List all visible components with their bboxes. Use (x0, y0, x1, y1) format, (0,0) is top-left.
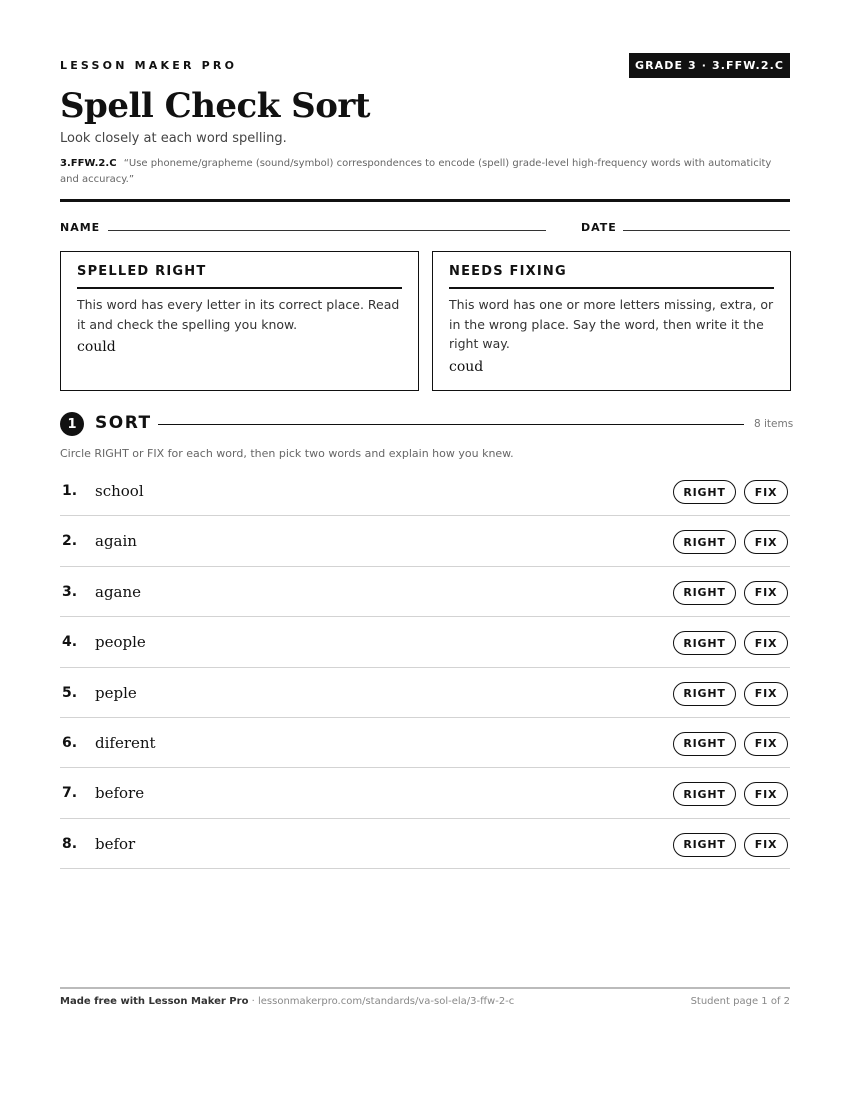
word-list (60, 466, 790, 869)
list-item (60, 567, 790, 617)
spelled-right-title: SPELLED RIGHT (77, 264, 402, 289)
right-choice-button[interactable]: RIGHT (673, 480, 736, 504)
date-field[interactable] (623, 230, 790, 231)
list-item (60, 668, 790, 718)
fix-choice-button[interactable]: FIX (744, 631, 788, 655)
list-item (60, 718, 790, 768)
item-number: 6. (62, 734, 78, 751)
item-word: befor (95, 834, 136, 853)
fix-choice-button[interactable]: FIX (744, 480, 788, 504)
fix-choice-button[interactable]: FIX (744, 833, 788, 857)
item-word: before (95, 784, 145, 803)
item-number: 2. (62, 533, 78, 550)
footer-divider (60, 987, 790, 989)
page-indicator: Student page 1 of 2 (690, 996, 790, 1007)
item-number: 3. (62, 583, 78, 600)
standard-text: “Use phoneme/grapheme (sound/symbol) correspondences to encode (spell) grade-level high-frequency words with automaticity and accuracy.” (60, 158, 772, 185)
needs-fixing-description: This word has one or more letters missing, extra, or in the wrong place. Say the word, then write it the right way. (449, 297, 774, 351)
right-choice-button[interactable]: RIGHT (673, 631, 736, 655)
list-item (60, 516, 790, 566)
list-item (60, 768, 790, 818)
footer-credit (60, 996, 514, 1007)
item-number: 5. (62, 684, 78, 701)
item-number: 8. (62, 835, 78, 852)
item-word: peple (95, 683, 137, 702)
standard-statement (60, 156, 790, 188)
spelled-right-description: This word has every letter in its correct place. Read it and check the spelling you know. (77, 297, 400, 332)
needs-fixing-box (432, 251, 791, 391)
item-word: diferent (95, 733, 156, 752)
spelled-right-box (60, 251, 419, 391)
brand-name: LESSON MAKER PRO (60, 59, 238, 72)
page-subtitle: Look closely at each word spelling. (60, 131, 287, 146)
list-item (60, 466, 790, 516)
list-item (60, 617, 790, 667)
fix-choice-button[interactable]: FIX (744, 732, 788, 756)
list-item (60, 819, 790, 869)
fix-choice-button[interactable]: FIX (744, 530, 788, 554)
header-divider (60, 199, 790, 202)
fix-choice-button[interactable]: FIX (744, 782, 788, 806)
grade-badge: GRADE 3 · 3.FFW.2.C (629, 53, 790, 78)
item-word: agane (95, 582, 142, 601)
fix-choice-button[interactable]: FIX (744, 581, 788, 605)
section-title: SORT (95, 413, 152, 433)
needs-fixing-title: NEEDS FIXING (449, 264, 774, 289)
item-word: again (95, 532, 137, 551)
fix-choice-button[interactable]: FIX (744, 682, 788, 706)
section-divider (158, 424, 744, 425)
footer-url[interactable]: lessonmakerpro.com/standards/va-sol-ela/3-ffw-2-c (257, 996, 515, 1007)
right-choice-button[interactable]: RIGHT (673, 581, 736, 605)
footer-separator: · (248, 996, 258, 1007)
footer-made-with: Made free with Lesson Maker Pro (60, 996, 249, 1007)
right-choice-button[interactable]: RIGHT (673, 782, 736, 806)
spelled-right-example: could (77, 339, 116, 355)
right-choice-button[interactable]: RIGHT (673, 833, 736, 857)
section-instructions: Circle RIGHT or FIX for each word, then pick two words and explain how you knew. (60, 447, 514, 460)
page-title: Spell Check Sort (60, 86, 370, 126)
section-number: 1 (60, 412, 84, 436)
name-field[interactable] (108, 230, 546, 231)
date-label: DATE (581, 221, 617, 234)
right-choice-button[interactable]: RIGHT (673, 530, 736, 554)
item-word: school (95, 482, 144, 500)
item-number: 7. (62, 785, 78, 802)
item-count: 8 items (754, 418, 794, 430)
right-choice-button[interactable]: RIGHT (673, 732, 736, 756)
item-word: people (95, 633, 146, 652)
standard-code: 3.FFW.2.C (60, 158, 117, 169)
name-label: NAME (60, 221, 101, 234)
item-number: 4. (62, 634, 78, 651)
item-number: 1. (62, 483, 78, 499)
right-choice-button[interactable]: RIGHT (673, 682, 736, 706)
needs-fixing-example: coud (449, 358, 484, 375)
